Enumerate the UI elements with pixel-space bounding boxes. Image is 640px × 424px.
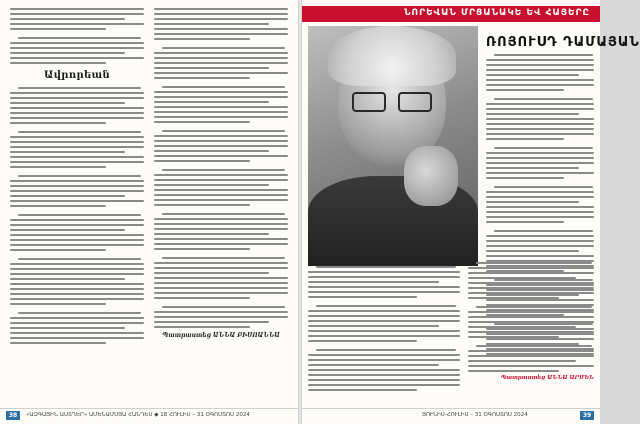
right-page-lower-left-column — [308, 266, 460, 394]
left-page-column-1 — [10, 8, 144, 347]
right-footer-text: ՅՈՒՆԻՍ-ՀՈՒԼԻՍ – 31 ՕԳՈՍՏՈՍ 2024 — [422, 412, 528, 418]
section-header: ՆՈՐԵՎԱՆ ՄՐՑԱՆԱԿԵ ԵՎ ՀԱՅԵՐԸ — [404, 8, 590, 18]
left-page-column-2 — [154, 8, 288, 339]
right-footer — [302, 408, 600, 421]
right-page-lower-right-column — [468, 262, 594, 381]
left-footer-text: «ԱԶԳԱՅԻՆ ԱՍՏՂԵՐ» ԱՄԵՆԱՄՍՅԱ ՀԱՆԴԵՍ ◆ 18 ՀՈՒԼԻՍ – 31 ՕԳՈՍՏՈՍ 2024 — [26, 412, 250, 418]
left-footer — [0, 408, 298, 421]
section-header-band — [302, 6, 600, 22]
right-page — [302, 0, 640, 424]
left-subheading: Ավրորեան — [44, 70, 110, 81]
portrait-photo — [308, 26, 478, 258]
photo-hand-shape — [404, 146, 458, 206]
photo-glasses-shape — [352, 92, 432, 108]
left-page — [0, 0, 299, 424]
left-byline: Պատրաստեց ԱՆՆԱ ԲԻՍՈԱՆՆԱ — [162, 332, 280, 339]
left-page-number: 38 — [6, 411, 20, 420]
right-page-number: 39 — [580, 411, 594, 420]
photo-hair-shape — [328, 26, 456, 86]
right-byline: Պատրաստեց ԱՆՆԱ ԱՐՄԵՆ — [500, 375, 594, 381]
article-title: ՌՈՅՈՒՍԴ ԴԱՄԱՅԱՆ — [486, 35, 640, 50]
